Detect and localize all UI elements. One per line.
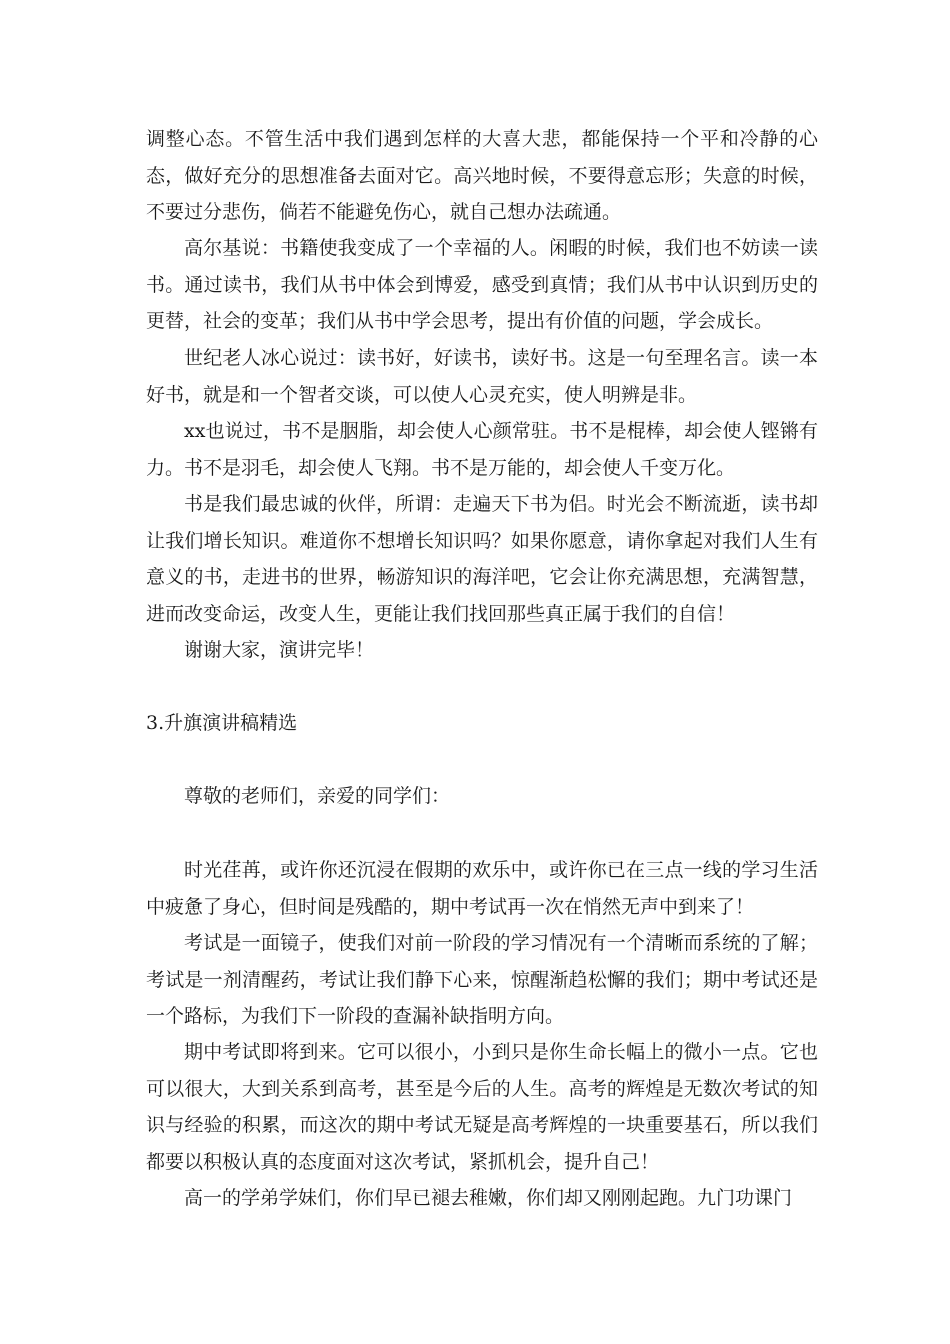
paragraph-time-flies: 时光荏苒，或许你还沉浸在假期的欢乐中，或许你已在三点一线的学习生活中疲惫了身心，但时间是残酷的，期中考试再一次在悄然无声中到来了！ [146, 859, 818, 918]
section-heading: 3.升旗演讲稿精选 [146, 712, 298, 734]
paragraph-freshmen: 高一的学弟学妹们，你们早已褪去稚嫩，你们却又刚刚起跑。九门功课门 [184, 1187, 793, 1209]
paragraph-bingxin-quote: 世纪老人冰心说过：读书好，好读书，读好书。这是一句至理名言。读一本好书，就是和一个智者交谈，可以使人心灵充实，使人明辨是非。 [146, 347, 818, 406]
paragraph-exam-mirror: 考试是一面镜子，使我们对前一阶段的学习情况有一个清晰而系统的了解；考试是一剂清醒药，考试让我们静下心来，惊醒渐趋松懈的我们；期中考试还是一个路标，为我们下一阶段的查漏补缺指明方向。 [146, 932, 818, 1027]
paragraph-adjust-mindset: 调整心态。不管生活中我们遇到怎样的大喜大悲，都能保持一个平和冷静的心态，做好充分的思想准备去面对它。高兴地时候，不要得意忘形；失意的时候，不要过分悲伤，倘若不能避免伤心，就自己想办法疏通。 [146, 128, 818, 223]
paragraph-gorky-quote: 高尔基说：书籍使我变成了一个幸福的人。闲暇的时候，我们也不妨读一读书。通过读书，我们从书中体会到博爱，感受到真情；我们从书中认识到历史的更替，社会的变革；我们从书中学会思考，提出有价值的问题，学会成长。 [146, 237, 818, 332]
salutation: 尊敬的老师们，亲爱的同学们： [184, 785, 451, 807]
paragraph-books-companion: 书是我们最忠诚的伙伴，所谓：走遍天下书为侣。时光会不断流逝，读书却让我们增长知识。难道你不想增长知识吗？如果你愿意，请你拿起对我们人生有意义的书，走进书的世界，畅游知识的海洋吧，它会让你充满思想，充满智慧，进而改变命运，改变人生，更能让我们找回那些真正属于我们的自信！ [146, 493, 818, 625]
paragraph-xx-quote: xx也说过，书不是胭脂，却会使人心颜常驻。书不是棍棒，却会使人铿锵有力。书不是羽毛，却会使人飞翔。书不是万能的，却会使人千变万化。 [146, 420, 818, 479]
paragraph-midterm-coming: 期中考试即将到来。它可以很小，小到只是你生命长幅上的微小一点。它也可以很大，大到关系到高考，甚至是今后的人生。高考的辉煌是无数次考试的知识与经验的积累，而这次的期中考试无疑是高考辉煌的一块重要基石，所以我们都要以积极认真的态度面对这次考试，紧抓机会，提升自己！ [146, 1041, 818, 1173]
closing-thanks: 谢谢大家，演讲完毕！ [184, 639, 375, 661]
